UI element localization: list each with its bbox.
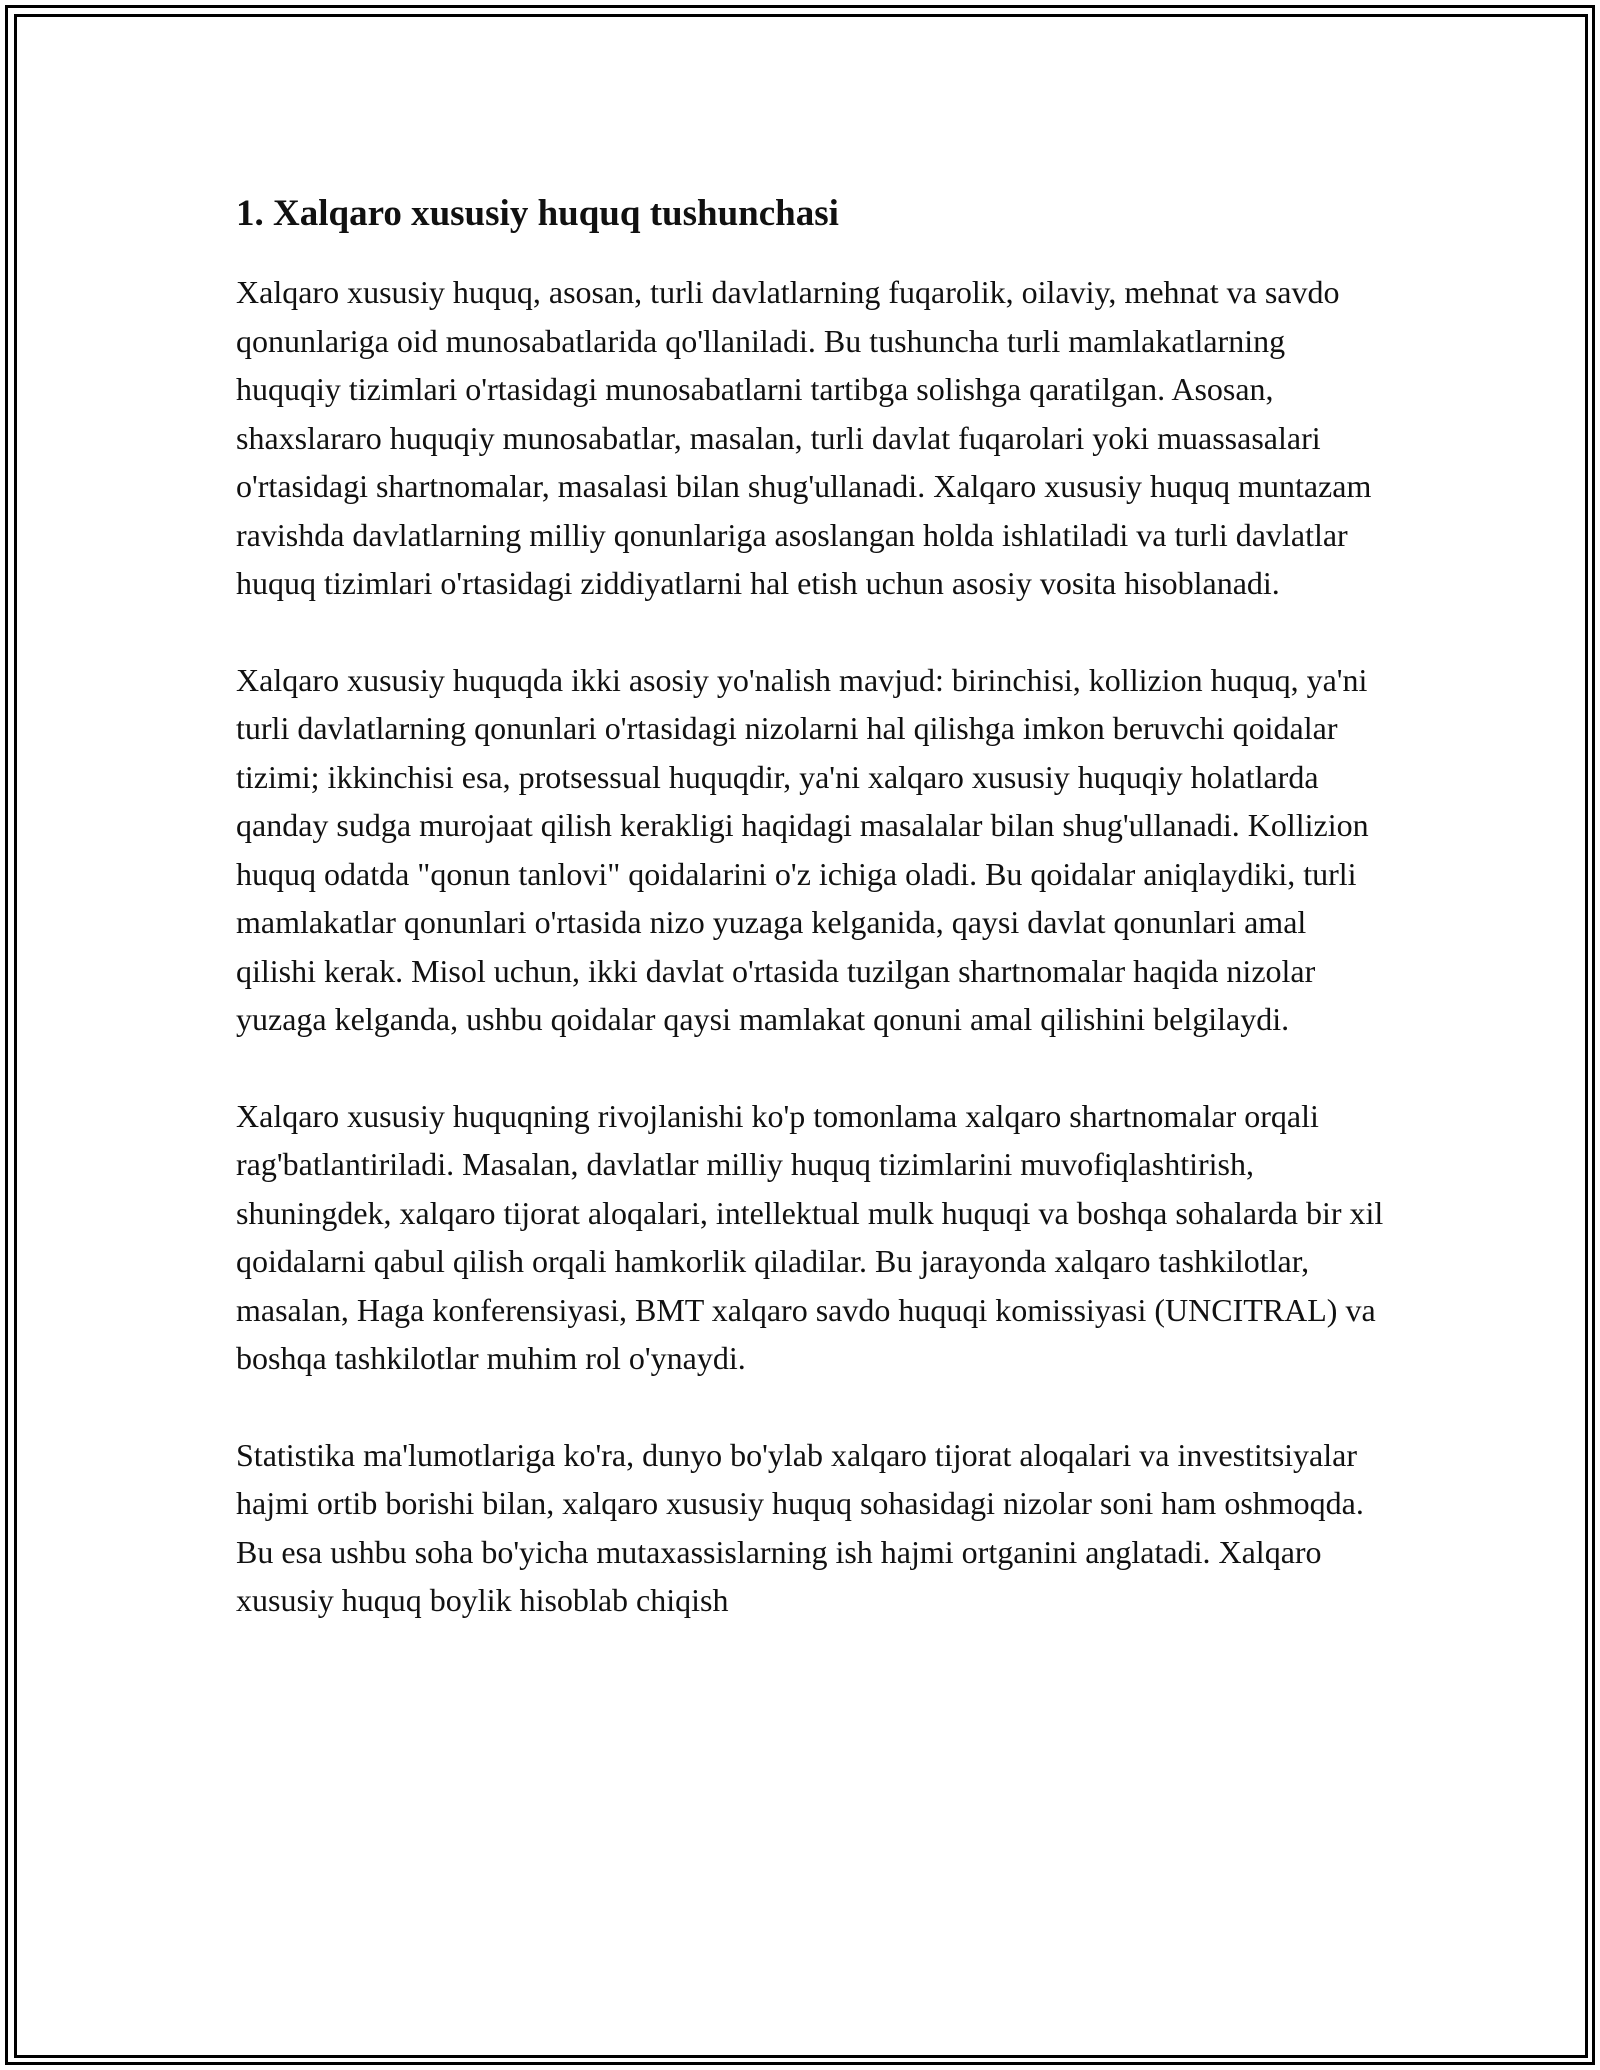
section-heading: 1. Xalqaro xususiy huquq tushunchasi xyxy=(236,193,839,234)
paragraph-2: Xalqaro xususiy huquqda ikki asosiy yo'nalish mavjud: birinchisi, kollizion huquq, ya'ni turli davlatlarning qonunlari o'rtasidagi nizolarni hal qilishga imkon beruvchi qoidalar tizimi; ikkinchisi esa, protsessual huquqdir, ya'ni xalqaro xususiy huquqiy holatlarda qanday sudga murojaat qilish kerakligi haqidagi masalalar bilan shug'ullanadi. Kollizion huquq odatda "qonun tanlovi" qoidalarini o'z ichiga oladi. Bu qoidalar aniqlaydiki, turli mamlakatlar qonunlari o'rtasida nizo yuzaga kelganida, qaysi davlat qonunlari amal qilishi kerak. Misol uchun, ikki davlat o'rtasida tuzilgan shartnomalar haqida nizolar yuzaga kelganda, ushbu qoidalar qaysi mamlakat qonuni amal qilishini belgilaydi. xyxy=(236,661,1369,1037)
paragraph-4: Statistika ma'lumotlariga ko'ra, dunyo bo'ylab xalqaro tijorat aloqalari va investitsiyalar hajmi ortib borishi bilan, xalqaro xususiy huquq sohasidagi nizolar soni ham oshmoqda. Bu esa ushbu soha bo'yicha mutaxassislarning ish hajmi ortganini anglatadi. Xalqaro xususiy huquq boylik hisoblab chiqish xyxy=(236,1436,1364,1618)
document-body xyxy=(236,186,1386,1673)
paragraph-3: Xalqaro xususiy huquqning rivojlanishi ko'p tomonlama xalqaro shartnomalar orqali rag'batlantiriladi. Masalan, davlatlar milliy huquq tizimlarini muvofiqlashtirish, shuningdek, xalqaro tijorat aloqalari, intellektual mulk huquqi va boshqa sohalarda bir xil qoidalarni qabul qilish orqali hamkorlik qiladilar. Bu jarayonda xalqaro tashkilotlar, masalan, Haga konferensiyasi, BMT xalqaro savdo huquqi komissiyasi (UNCITRAL) va boshqa tashkilotlar muhim rol o'ynaydi. xyxy=(236,1097,1384,1376)
paragraph-1: Xalqaro xususiy huquq, asosan, turli davlatlarning fuqarolik, oilaviy, mehnat va savdo qonunlariga oid munosabatlarida qo'llaniladi. Bu tushuncha turli mamlakatlarning huquqiy tizimlari o'rtasidagi munosabatlarni tartibga solishga qaratilgan. Asosan, shaxslararo huquqiy munosabatlar, masalan, turli davlat fuqarolari yoki muassasalari o'rtasidagi shartnomalar, masalasi bilan shug'ullanadi. Xalqaro xususiy huquq muntazam ravishda davlatlarning milliy qonunlariga asoslangan holda ishlatiladi va turli davlatlar huquq tizimlari o'rtasidagi ziddiyatlarni hal etish uchun asosiy vosita hisoblanadi. xyxy=(236,274,1372,601)
